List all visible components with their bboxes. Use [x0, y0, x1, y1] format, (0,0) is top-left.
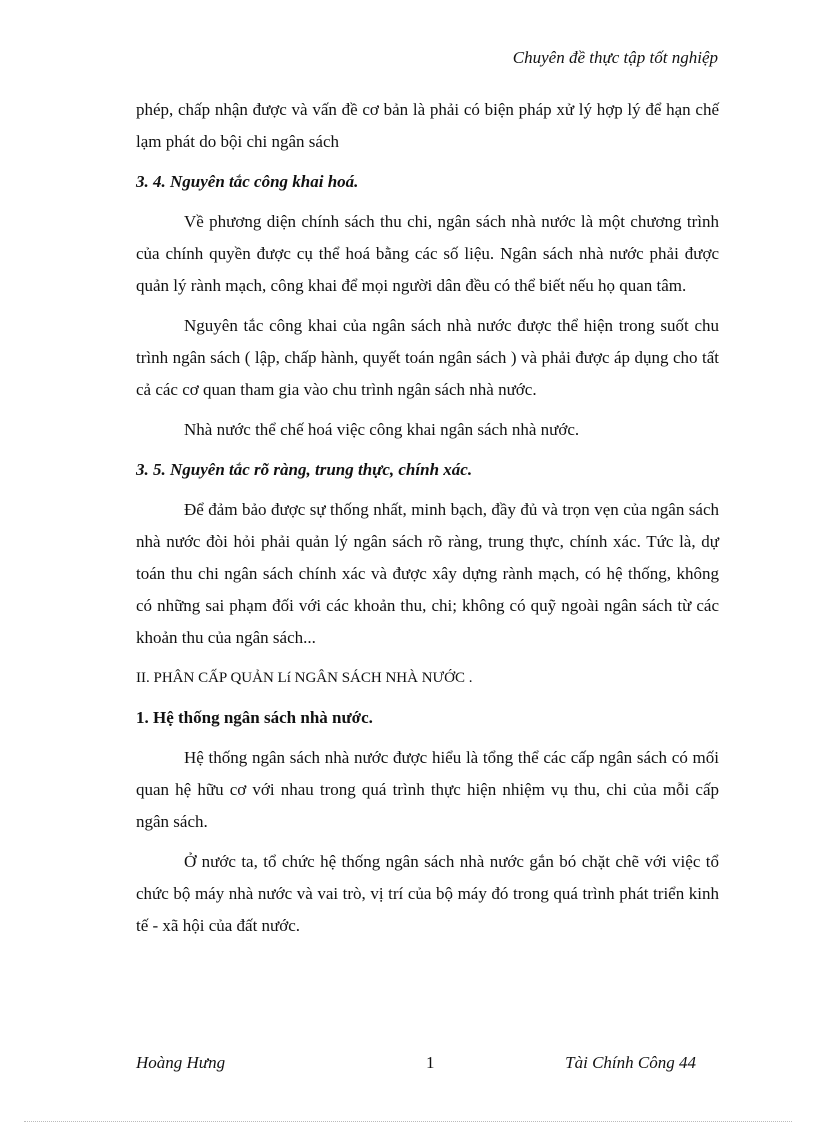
chapter-heading-II: II. PHÂN CẤP QUẢN Lí NGÂN SÁCH NHÀ NƯỚC .	[136, 670, 473, 686]
paragraph: Nhà nước thể chế hoá việc công khai ngân sách nhà nước.	[184, 420, 580, 439]
page-bottom-border	[24, 1121, 792, 1122]
paragraph: Về phương diện chính sách thu chi, ngân sách nhà nước là một chương trình của chính quyền được cụ thể hoá bằng các số liệu. Ngân sách nhà nước phải được quản lý rành mạch, công khai để mọi người dân đều có thể biết nếu họ quan tâm.	[136, 212, 719, 295]
paragraph: Hệ thống ngân sách nhà nước được hiểu là tổng thể các cấp ngân sách có mối quan hệ hữu cơ với nhau trong quá trình thực hiện nhiệm vụ thu, chi của mỗi cấp ngân sách.	[136, 748, 719, 831]
paragraph: Nguyên tắc công khai của ngân sách nhà nước được thể hiện trong suốt chu trình ngân sách ( lập, chấp hành, quyết toán ngân sách ) và phải được áp dụng cho tất cả các cơ quan tham gia vào chu trình ngân sách nhà nước.	[136, 316, 719, 399]
running-header: Chuyên đề thực tập tốt nghiệp	[512, 48, 718, 67]
footer-course: Tài Chính Công 44	[565, 1053, 696, 1072]
document-body	[136, 94, 719, 950]
footer-author: Hoàng Hưng	[136, 1053, 226, 1072]
section-heading-3-4: 3. 4. Nguyên tắc công khai hoá.	[136, 172, 359, 191]
paragraph: Ở nước ta, tổ chức hệ thống ngân sách nhà nước gắn bó chặt chẽ với việc tổ chức bộ máy nhà nước và vai trò, vị trí của bộ máy đó trong quá trình phát triển kinh tế - xã hội của đất nước.	[136, 852, 719, 935]
paragraph-continuation: phép, chấp nhận được và vấn đề cơ bản là phải có biện pháp xử lý hợp lý để hạn chế lạm phát do bội chi ngân sách	[136, 100, 719, 151]
page-footer	[136, 1053, 696, 1081]
paragraph: Để đảm bảo được sự thống nhất, minh bạch, đầy đủ và trọn vẹn của ngân sách nhà nước đòi hỏi phải quản lý ngân sách rõ ràng, trung thực, chính xác. Tức là, dự toán thu chi ngân sách chính xác và được xây dựng rành mạch, có hệ thống, không có những sai phạm đối với các khoản thu, chi; không có quỹ ngoài ngân sách từ các khoản thu của ngân sách...	[136, 500, 719, 647]
section-heading-1: 1. Hệ thống ngân sách nhà nước.	[136, 708, 373, 727]
page-number: 1	[426, 1053, 435, 1072]
section-heading-3-5: 3. 5. Nguyên tắc rõ ràng, trung thực, chính xác.	[136, 460, 473, 479]
